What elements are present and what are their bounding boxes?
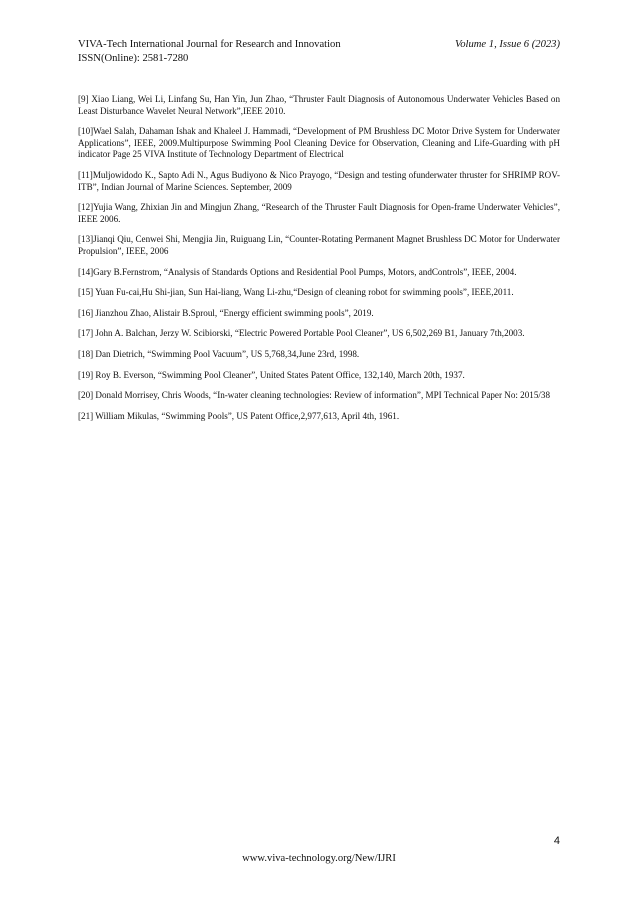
reference-16: [16] Jianzhou Zhao, Alistair B.Sproul, “Energy efficient swimming pools”, 2019. <box>78 307 374 318</box>
reference-9: [9] Xiao Liang, Wei Li, Linfang Su, Han Yin, Jun Zhao, “Thruster Fault Diagnosis of Autonomous Underwater Vehicles Based on Least Disturbance Wavelet Neural Network”,IEEE 2010. <box>78 94 560 116</box>
reference-10: [10]Wael Salah, Dahaman Ishak and Khaleel J. Hammadi, “Development of PM Brushless DC Motor Drive System for Underwater Applications”, IEEE, 2009.Multipurpose Swimming Pool Cleaning Device for Observation, Cleaning and Life-Guarding with pH indicator Page 25 VIVA Institute of Technology Department of Electrical <box>78 126 560 160</box>
reference-21: [21] William Mikulas, “Swimming Pools”, US Patent Office,2,977,613, April 4th, 1961. <box>78 410 400 421</box>
volume-issue: Volume 1, Issue 6 (2023) <box>454 39 560 50</box>
reference-13: [13]Jianqi Qiu, Cenwei Shi, Mengjia Jin, Ruiguang Lin, “Counter-Rotating Permanent Magnet Brushless DC Motor for Underwater Propulsion”, IEEE, 2006 <box>78 234 560 256</box>
reference-11: [11]Muljowidodo K., Sapto Adi N., Agus Budiyono & Nico Prayogo, “Design and testing ofunderwater thruster for SHRIMP ROV-ITB”, Indian Journal of Marine Sciences. September, 2009 <box>78 169 560 192</box>
reference-list <box>78 94 560 431</box>
journal-header <box>78 38 341 66</box>
reference-20: [20] Donald Morrisey, Chris Woods, “In-water cleaning technologies: Review of information”, MPI Technical Paper No: 2015/38 <box>78 390 550 401</box>
reference-15: [15] Yuan Fu-cai,Hu Shi-jian, Sun Hai-liang, Wang Li-zhu,“Design of cleaning robot for swimming pools”, IEEE,2011. <box>78 287 514 298</box>
reference-19: [19] Roy B. Everson, “Swimming Pool Cleaner”, United States Patent Office, 132,140, March 20th, 1937. <box>78 369 465 380</box>
reference-17: [17] John A. Balchan, Jerzy W. Scibiorski, “Electric Powered Portable Pool Cleaner”, US 6,502,269 B1, January 7th,2003. <box>78 328 525 339</box>
reference-14: [14]Gary B.Fernstrom, “Analysis of Standards Options and Residential Pool Pumps, Motors, andControls”, IEEE, 2004. <box>78 266 517 277</box>
page-number: 4 <box>553 835 560 847</box>
reference-12: [12]Yujia Wang, Zhixian Jin and Mingjun Zhang, “Research of the Thruster Fault Diagnosis for Open-frame Underwater Vehicles”, IEEE 2006. <box>78 202 560 224</box>
journal-title: VIVA-Tech International Journal for Research and Innovation <box>78 39 341 50</box>
reference-18: [18] Dan Dietrich, “Swimming Pool Vacuum”, US 5,768,34,June 23rd, 1998. <box>78 348 360 359</box>
journal-issn: ISSN(Online): 2581-7280 <box>78 53 189 64</box>
footer-url[interactable]: www.viva-technology.org/New/IJRI <box>242 853 396 864</box>
